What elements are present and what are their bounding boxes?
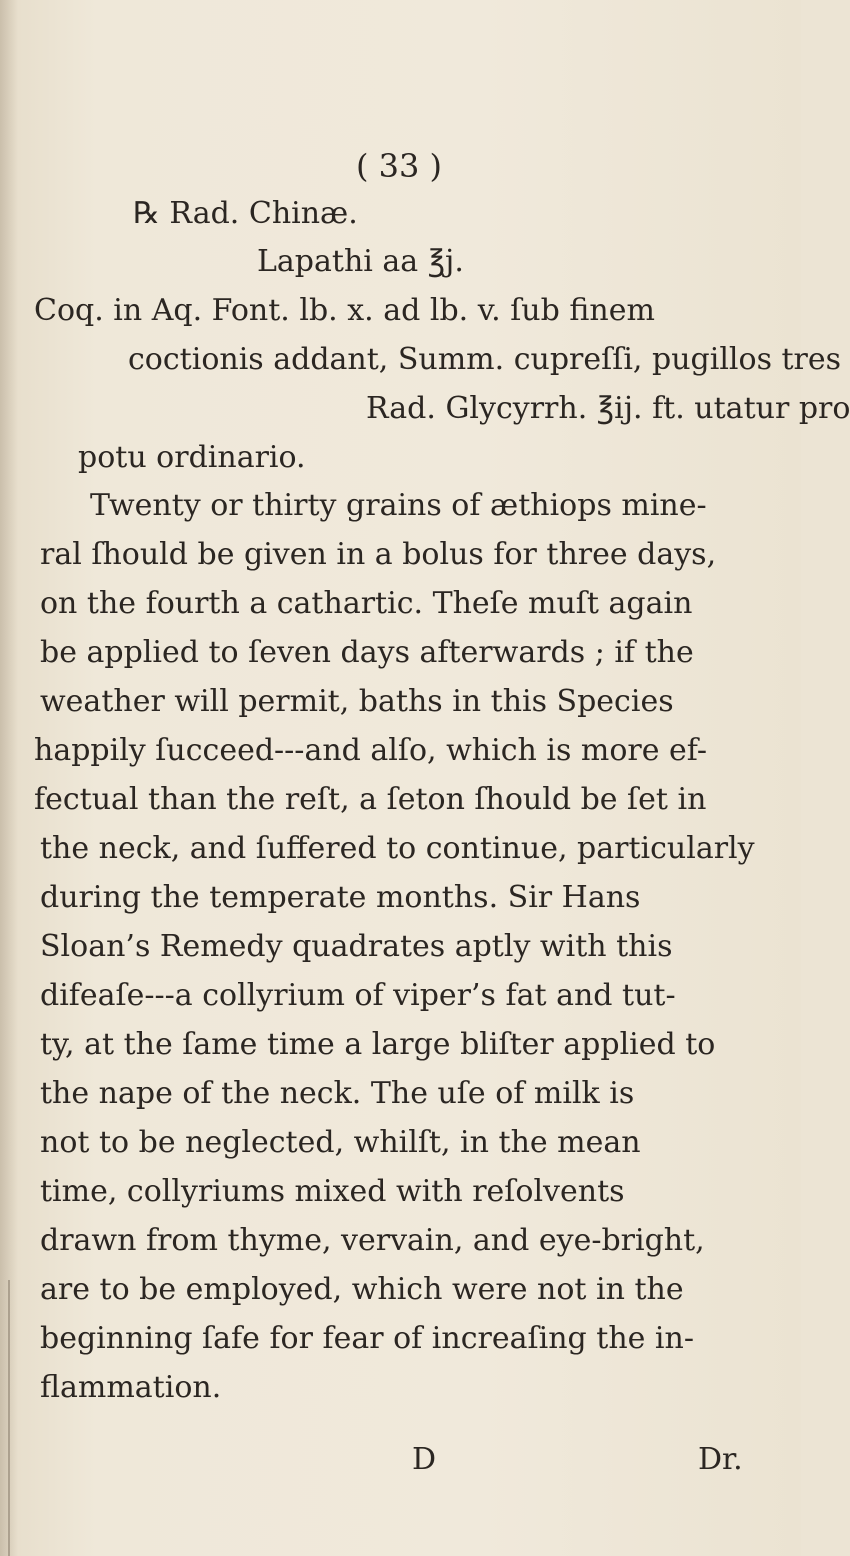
body-line-4: be applied to ſeven days afterwards ; if the — [40, 635, 694, 670]
body-line-18: beginning ſafe for fear of increaſing the in- — [40, 1321, 694, 1356]
signature-mark: D — [412, 1442, 437, 1477]
body-line-9: during the temperate months. Sir Hans — [40, 880, 641, 915]
body-line-1: Twenty or thirty grains of æthiops mine- — [90, 488, 707, 523]
body-line-6: happily ſucceed---and alſo, which is more ef- — [34, 733, 707, 768]
recipe-line-4: coctionis addant, Summ. cupreſſi, pugillos tres — [128, 342, 842, 377]
body-line-13: the nape of the neck. The uſe of milk is — [40, 1076, 635, 1111]
catchword: Dr. — [698, 1442, 743, 1477]
body-line-10: Sloan’s Remedy quadrates aptly with this — [40, 929, 673, 964]
body-line-12: ty, at the ſame time a large bliſter applied to — [40, 1027, 716, 1062]
body-line-8: the neck, and ſuffered to continue, particularly — [40, 831, 755, 866]
body-line-2: ral ſhould be given in a bolus for three days, — [40, 537, 717, 572]
body-line-15: time, collyriums mixed with reſolvents — [40, 1174, 625, 1209]
body-line-14: not to be neglected, whilſt, in the mean — [40, 1125, 641, 1160]
body-line-19: flammation. — [40, 1370, 222, 1405]
body-line-11: difeaſe---a collyrium of viper’s fat and tut- — [40, 978, 676, 1013]
recipe-line-3: Coq. in Aq. Font. lb. x. ad lb. v. ſub finem — [34, 293, 655, 328]
body-line-3: on the fourth a cathartic. Theſe muſt again — [40, 586, 693, 621]
page-edge-line — [8, 1280, 10, 1556]
recipe-line-5: Rad. Glycyrrh. ℥ij. ft. utatur pro — [366, 391, 850, 426]
recipe-line-2: Lapathi aa ℥j. — [257, 244, 464, 279]
page-number: ( 33 ) — [356, 147, 443, 185]
recipe-line-1: ℞ Rad. Chinæ. — [133, 196, 358, 231]
recipe-line-6: potu ordinario. — [78, 440, 306, 475]
body-line-16: drawn from thyme, vervain, and eye-bright, — [40, 1223, 705, 1258]
body-line-17: are to be employed, which were not in the — [40, 1272, 684, 1307]
body-line-7: fectual than the reſt, a ſeton ſhould be ſet in — [34, 782, 707, 817]
body-line-5: weather will permit, baths in this Species — [40, 684, 674, 719]
